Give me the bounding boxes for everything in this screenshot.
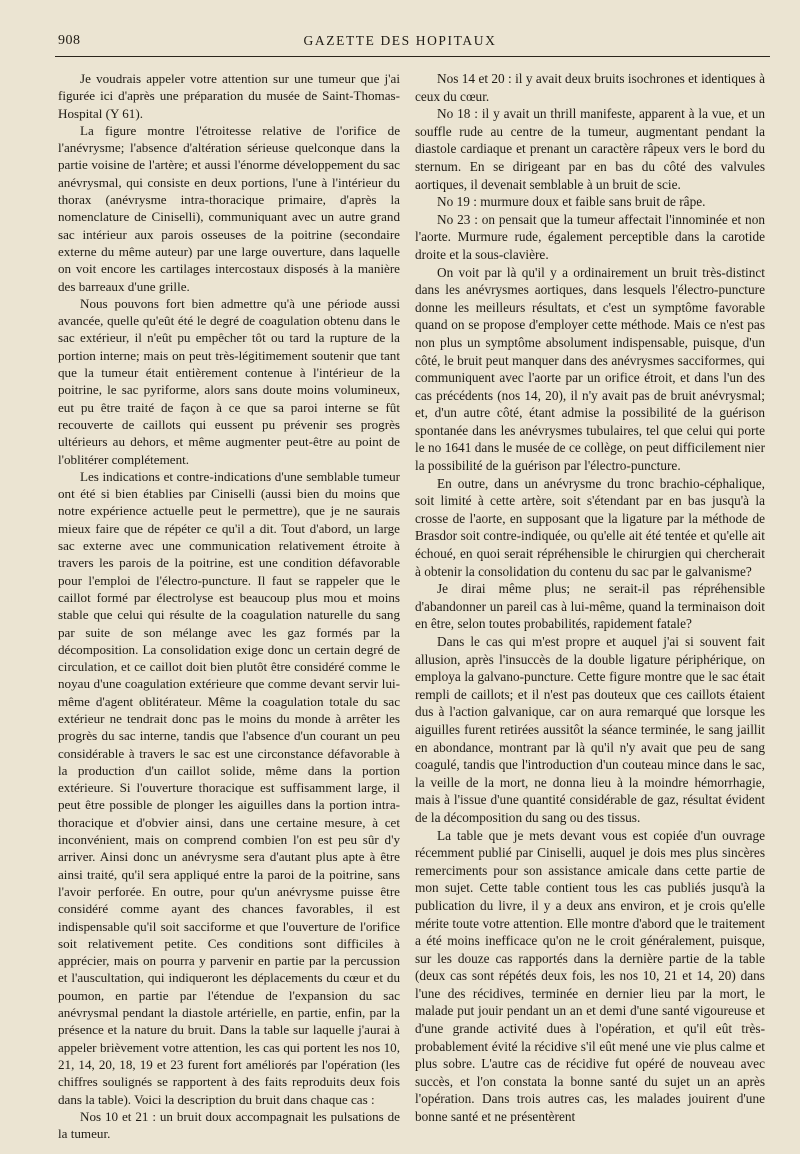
- paragraph: Nos 14 et 20 : il y avait deux bruits isochrones et identiques à ceux du cœur.: [415, 71, 765, 104]
- paragraph: No 18 : il y avait un thrill manifeste, apparent à la vue, et un souffle rude au centre de la tumeur, augmentant pendant la diastole cardiaque et prenant un caractère râpeux vers le bord du sternum. En se dirigeant par en bas du côté des valvules aortiques, il devenait semblable à un bruit de scie.: [415, 106, 765, 192]
- paragraph: Les indications et contre-indications d'une semblable tumeur ont été si bien établies par Ciniselli (aussi bien du moins que notre expérience actuelle peut le permettre), que je ne saurais mieux faire que de répéter ce qu'il a dit. Tout d'abord, un large sac externe avec une communication relativement étroite à travers les parois de la poitrine, est une condition défavorable pour l'emploi de l'électro-puncture. Il faut se rappeler que le caillot formé par électrolyse est beaucoup plus mou et moins stable que celui qui résulte de la coagulation naturelle du sang par suite de son mélange avec les gaz formés par la décomposition. La consolidation exige donc un certain degré de circulation, et ce caillot doit bien plutôt être considéré comme le noyau d'une coagulation extérieure que comme devant servir lui-même d'agent oblitérateur. Même la coagulation totale du sac extérieur ne tendrait donc pas le moins du monde à arrêter les progrès du sac interne, tandis que l'absence d'un courant un peu considérable à travers le sac est une circonstance défavorable à la production d'un caillot solide, même dans la portion extérieure. Si l'ouverture thoracique est suffisamment large, il peut être possible de plonger les aiguilles dans la portion intra-thoracique et d'obvier ainsi, dans une certaine mesure, à cet inconvénient, mais on comprend combien l'on est peu sûr d'y arriver. Ainsi donc un anévrysme sera d'autant plus apte à être ainsi traité, qu'il sera appliqué entre la paroi de la poitrine, sans l'avoir perforée. En outre, pour qu'un anévrysme puisse être considéré comme ayant des chances favorables, il est indispensable qu'il soit sacciforme et que l'ouverture de l'orifice soit relativement petite. Ces conditions sont difficiles à apprécier, mais on pourra y parvenir en partie par la percussion et l'auscultation, qui indiqueront les déplacements du cœur et du poumon, en partie par l'étendue de l'expansion du sac anévrysmal pendant la diastole artérielle, en partie, enfin, par la présence et la nature du bruit. Dans la table sur laquelle j'aurai à appeler brièvement votre attention, les cas qui portent les nos 10, 21, 14, 20, 18, 19 et 23 furent fort améliorés par l'opération (les chiffres soulignés se rapportent à des faits reproduits deux fois dans la table). Voici la description du bruit dans chaque cas :: [58, 468, 400, 1107]
- page-number: 908: [58, 33, 81, 48]
- running-title: GAZETTE DES HOPITAUX: [303, 33, 497, 48]
- paragraph: No 19 : murmure doux et faible sans bruit de râpe.: [437, 194, 706, 210]
- paragraph: En outre, dans un anévrysme du tronc brachio-céphalique, soit limité à cette artère, soit s'étendant par en bas jusqu'à la crosse de l'aorte, en supposant que la ligature par la méthode de Brasdor soit contre-indiquée, ou qu'elle ait été tentée et qu'elle ait échoué, en quoi serait répréhensible le chirurgien qui chercherait à obtenir la consolidation du contenu du sac par le galvanisme?: [415, 475, 765, 579]
- header-rule: [55, 56, 770, 57]
- paragraph: Je dirai même plus; ne serait-il pas répréhensible d'abandonner un pareil cas à lui-même, quand la terminaison doit en être, selon toutes probabilités, rapidement fatale?: [415, 581, 765, 632]
- right-column: [415, 70, 765, 1126]
- paragraph: La table que je mets devant vous est copiée d'un ouvrage récemment publié par Ciniselli, auquel je dois mes plus sincères remerciments pour son assistance amicale dans cette partie de mon sujet. Cette table contient tous les cas publiés jusqu'à la publication du livre, il y a deux ans environ, et je crois qu'elle mérite toute votre attention. Elle montre d'abord que le traitement a été moins inefficace qu'on ne le croit généralement, puisque, sur les douze cas rapportés dans la dernière partie de la table (deux cas sont répétés deux fois, les nos 10, 21 et 14, 20) dans l'une des récidives, terminée en dernier lieu par la mort, le malade put jouir pendant un an et demi d'une santé vigoureuse et d'une grande activité dues à l'opération, et qu'il eût très-probablement évité la récidive s'il eût mené une vie plus calme et plus sobre. L'autre cas de récidive fut opéré de nouveau avec succès, et l'on constata la bonne santé du sujet un an après l'opération. Dans trois autres cas, les malades jouirent d'une bonne santé et ne présentèrent: [415, 827, 765, 1125]
- paragraph: Nos 10 et 21 : un bruit doux accompagnait les pulsations de la tumeur.: [58, 1108, 400, 1142]
- page-header: [40, 33, 760, 57]
- paragraph: Je voudrais appeler votre attention sur une tumeur que j'ai figurée ici d'après une préparation du musée de Saint-Thomas-Hospital (Y 61).: [58, 71, 400, 121]
- paragraph: On voit par là qu'il y a ordinairement un bruit très-distinct dans les anévrysmes aortiques, dans lesquels l'électro-puncture donne les meilleurs résultats, et c'est un symptôme favorable quand on se propose d'employer cette méthode. Mais ce n'est pas non plus un symptôme absolument indispensable, puisque, d'un côté, le bruit peut manquer dans des anévrysmes sacciformes, qui communiquent avec l'aorte par un orifice étroit, et dans l'un des cas précédents (nos 14, 20), il n'y avait pas de bruit anévrysmal; et, d'un autre côté, étant admise la possibilité de la guérison spontanée dans les anévrysmes tubulaires, tel que celui qui porte le no 1641 dans le musée de ce collège, on peut difficilement nier la possibilité de la guérison par l'électro-puncture.: [415, 264, 765, 474]
- left-column: [58, 70, 400, 1142]
- paragraph: No 23 : on pensait que la tumeur affectait l'innominée et non l'aorte. Murmure rude, également perceptible dans la carotide droite et la sous-clavière.: [415, 211, 765, 262]
- paragraph: Nous pouvons fort bien admettre qu'à une période aussi avancée, quelle qu'eût été le degré de coagulation obtenu dans le sac extérieur, il n'eût pu empêcher tôt ou tard la rupture de la portion interne; mais on peut très-légitimement soutenir que tant que la tumeur était entièrement contenue à l'intérieur de la poitrine, le sac pyriforme, alors sans doute moins volumineux, eut pu être traité de façon à ce que sa paroi interne se fût recouverte de caillots qui eussent pu prévenir ses progrès ultérieurs au dehors, et même augmenter peut-être au point de l'oblitérer complétement.: [58, 295, 400, 467]
- paragraph: La figure montre l'étroitesse relative de l'orifice de l'anévrysme; l'absence d'altération sérieuse quelconque dans la partie voisine de l'artère; et aussi l'énorme développement du sac anévrysmal, qui consiste en deux portions, l'une à l'intérieur du thorax (anévrysme intra-thoracique primaire, d'après la nomenclature de Ciniselli), communiquant avec un autre grand sac intérieur aux parois osseuses de la poitrine (secondaire externe du même auteur) par une large ouverture, dans laquelle on voit encore les cartilages intercostaux disposés à la manière des barreaux d'une grille.: [58, 122, 400, 294]
- paragraph: Dans le cas qui m'est propre et auquel j'ai si souvent fait allusion, après l'insuccès de la double ligature périphérique, on employa la galvano-puncture. Cette figure montre que le sac était rempli de caillots; et il n'est pas douteux que ces caillots étaient dus à l'action galvanique, car on aura remarqué que lorsque les aiguilles furent retirées aussitôt la séance terminée, le sang jaillit en abondance, montrant par là qu'il n'y avait que peu de sang coagulé, tandis que l'introduction d'un couteau mince dans le sac, la veille de la mort, ne donna lieu à la moindre hémorrhagie, mais à l'issue d'une quantité considérable de gaz, résultat évident de la décomposition du sang ou des tissus.: [415, 634, 765, 825]
